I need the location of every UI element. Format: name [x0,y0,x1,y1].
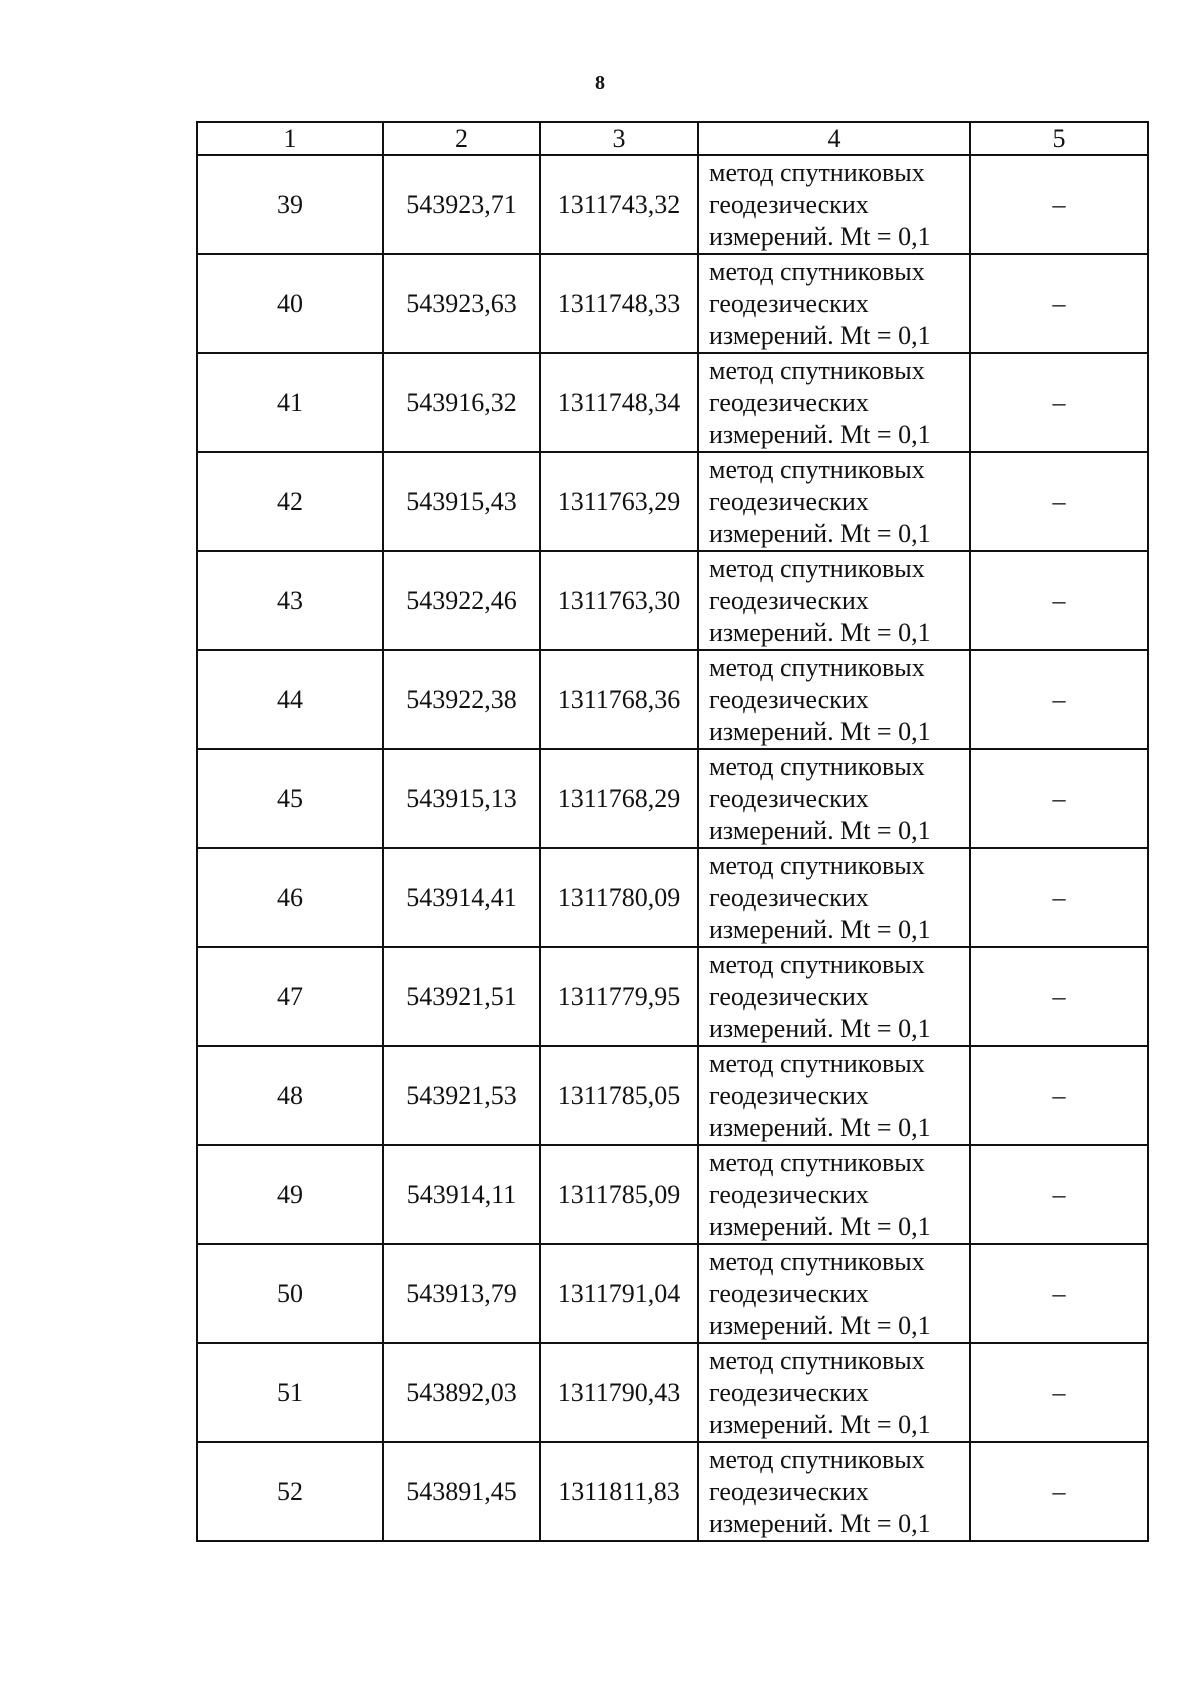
method-text-line: геодезических [709,1476,869,1506]
method-cell [698,155,970,254]
point-number-cell: 41 [197,353,383,452]
method-text-line: метод спутниковых [709,652,925,682]
table-row [197,551,1148,650]
point-number-cell: 50 [197,1244,383,1343]
method-text-line: геодезических [709,1179,869,1209]
note-cell: – [970,947,1148,1046]
method-text-line: измерений. Mt = 0,1 [709,617,931,647]
x-coordinate-cell: 543921,53 [383,1046,540,1145]
y-coordinate-cell: 1311743,32 [540,155,698,254]
coordinates-table [196,121,1149,1542]
x-coordinate-cell: 543922,38 [383,650,540,749]
method-text-line: метод спутниковых [709,751,925,781]
y-coordinate-cell: 1311785,09 [540,1145,698,1244]
method-text-line: геодезических [709,1377,869,1407]
method-cell [698,1343,970,1442]
method-text-line: метод спутниковых [709,355,925,385]
method-text-line: измерений. Mt = 0,1 [709,419,931,449]
method-text-line: геодезических [709,1278,869,1308]
x-coordinate-cell: 543915,43 [383,452,540,551]
y-coordinate-cell: 1311779,95 [540,947,698,1046]
method-text-line: измерений. Mt = 0,1 [709,716,931,746]
point-number-cell: 40 [197,254,383,353]
x-coordinate-cell: 543914,41 [383,848,540,947]
note-cell: – [970,1145,1148,1244]
method-cell [698,1244,970,1343]
x-coordinate-cell: 543921,51 [383,947,540,1046]
method-text-line: метод спутниковых [709,1048,925,1078]
column-header-1: 1 [197,122,383,155]
method-text-line: метод спутниковых [709,1345,925,1375]
method-text-line: метод спутниковых [709,157,925,187]
method-cell [698,353,970,452]
method-text-line: геодезических [709,288,869,318]
column-header-4: 4 [698,122,970,155]
note-cell: – [970,1442,1148,1541]
y-coordinate-cell: 1311748,34 [540,353,698,452]
point-number-cell: 39 [197,155,383,254]
y-coordinate-cell: 1311748,33 [540,254,698,353]
note-cell: – [970,1046,1148,1145]
point-number-cell: 43 [197,551,383,650]
method-text-line: измерений. Mt = 0,1 [709,1409,931,1439]
point-number-cell: 47 [197,947,383,1046]
note-cell: – [970,650,1148,749]
y-coordinate-cell: 1311763,30 [540,551,698,650]
table-row [197,155,1148,254]
method-cell [698,452,970,551]
method-text-line: измерений. Mt = 0,1 [709,914,931,944]
x-coordinate-cell: 543892,03 [383,1343,540,1442]
method-text-line: метод спутниковых [709,553,925,583]
column-header-2: 2 [383,122,540,155]
method-cell [698,254,970,353]
note-cell: – [970,452,1148,551]
method-cell [698,1046,970,1145]
method-cell [698,749,970,848]
method-text-line: геодезических [709,486,869,516]
table-row [197,848,1148,947]
table-row [197,452,1148,551]
note-cell: – [970,551,1148,650]
x-coordinate-cell: 543923,71 [383,155,540,254]
note-cell: – [970,1244,1148,1343]
method-text-line: геодезических [709,189,869,219]
y-coordinate-cell: 1311768,36 [540,650,698,749]
point-number-cell: 45 [197,749,383,848]
method-text-line: метод спутниковых [709,949,925,979]
x-coordinate-cell: 543914,11 [383,1145,540,1244]
point-number-cell: 46 [197,848,383,947]
method-text-line: геодезических [709,387,869,417]
table-row [197,353,1148,452]
method-cell [698,848,970,947]
table-row [197,1244,1148,1343]
method-text-line: метод спутниковых [709,1246,925,1276]
method-text-line: метод спутниковых [709,256,925,286]
method-text-line: измерений. Mt = 0,1 [709,518,931,548]
note-cell: – [970,848,1148,947]
table-row [197,1046,1148,1145]
method-cell [698,551,970,650]
method-cell [698,1145,970,1244]
method-text-line: геодезических [709,585,869,615]
page-number: 8 [595,72,605,94]
table-row [197,650,1148,749]
point-number-cell: 44 [197,650,383,749]
method-text-line: геодезических [709,684,869,714]
table-row [197,1442,1148,1541]
note-cell: – [970,155,1148,254]
y-coordinate-cell: 1311790,43 [540,1343,698,1442]
method-text-line: измерений. Mt = 0,1 [709,815,931,845]
x-coordinate-cell: 543915,13 [383,749,540,848]
method-text-line: метод спутниковых [709,850,925,880]
point-number-cell: 52 [197,1442,383,1541]
table-row [197,947,1148,1046]
method-text-line: измерений. Mt = 0,1 [709,1310,931,1340]
method-text-line: метод спутниковых [709,454,925,484]
column-header-5: 5 [970,122,1148,155]
x-coordinate-cell: 543922,46 [383,551,540,650]
method-text-line: геодезических [709,882,869,912]
method-text-line: геодезических [709,1080,869,1110]
y-coordinate-cell: 1311763,29 [540,452,698,551]
method-cell [698,1442,970,1541]
point-number-cell: 51 [197,1343,383,1442]
table-row [197,254,1148,353]
point-number-cell: 48 [197,1046,383,1145]
method-text-line: измерений. Mt = 0,1 [709,221,931,251]
point-number-cell: 42 [197,452,383,551]
table-row [197,1145,1148,1244]
column-header-3: 3 [540,122,698,155]
note-cell: – [970,254,1148,353]
method-text-line: метод спутниковых [709,1147,925,1177]
x-coordinate-cell: 543891,45 [383,1442,540,1541]
method-text-line: измерений. Mt = 0,1 [709,1013,931,1043]
y-coordinate-cell: 1311811,83 [540,1442,698,1541]
table-body [197,122,1148,1541]
x-coordinate-cell: 543923,63 [383,254,540,353]
x-coordinate-cell: 543913,79 [383,1244,540,1343]
y-coordinate-cell: 1311791,04 [540,1244,698,1343]
method-text-line: измерений. Mt = 0,1 [709,1508,931,1538]
header-row [197,122,1148,155]
point-number-cell: 49 [197,1145,383,1244]
note-cell: – [970,353,1148,452]
method-text-line: геодезических [709,981,869,1011]
note-cell: – [970,1343,1148,1442]
table-row [197,749,1148,848]
method-cell [698,947,970,1046]
method-text-line: измерений. Mt = 0,1 [709,320,931,350]
method-cell [698,650,970,749]
x-coordinate-cell: 543916,32 [383,353,540,452]
y-coordinate-cell: 1311768,29 [540,749,698,848]
y-coordinate-cell: 1311780,09 [540,848,698,947]
y-coordinate-cell: 1311785,05 [540,1046,698,1145]
method-text-line: измерений. Mt = 0,1 [709,1211,931,1241]
table-row [197,1343,1148,1442]
method-text-line: метод спутниковых [709,1444,925,1474]
note-cell: – [970,749,1148,848]
method-text-line: геодезических [709,783,869,813]
method-text-line: измерений. Mt = 0,1 [709,1112,931,1142]
